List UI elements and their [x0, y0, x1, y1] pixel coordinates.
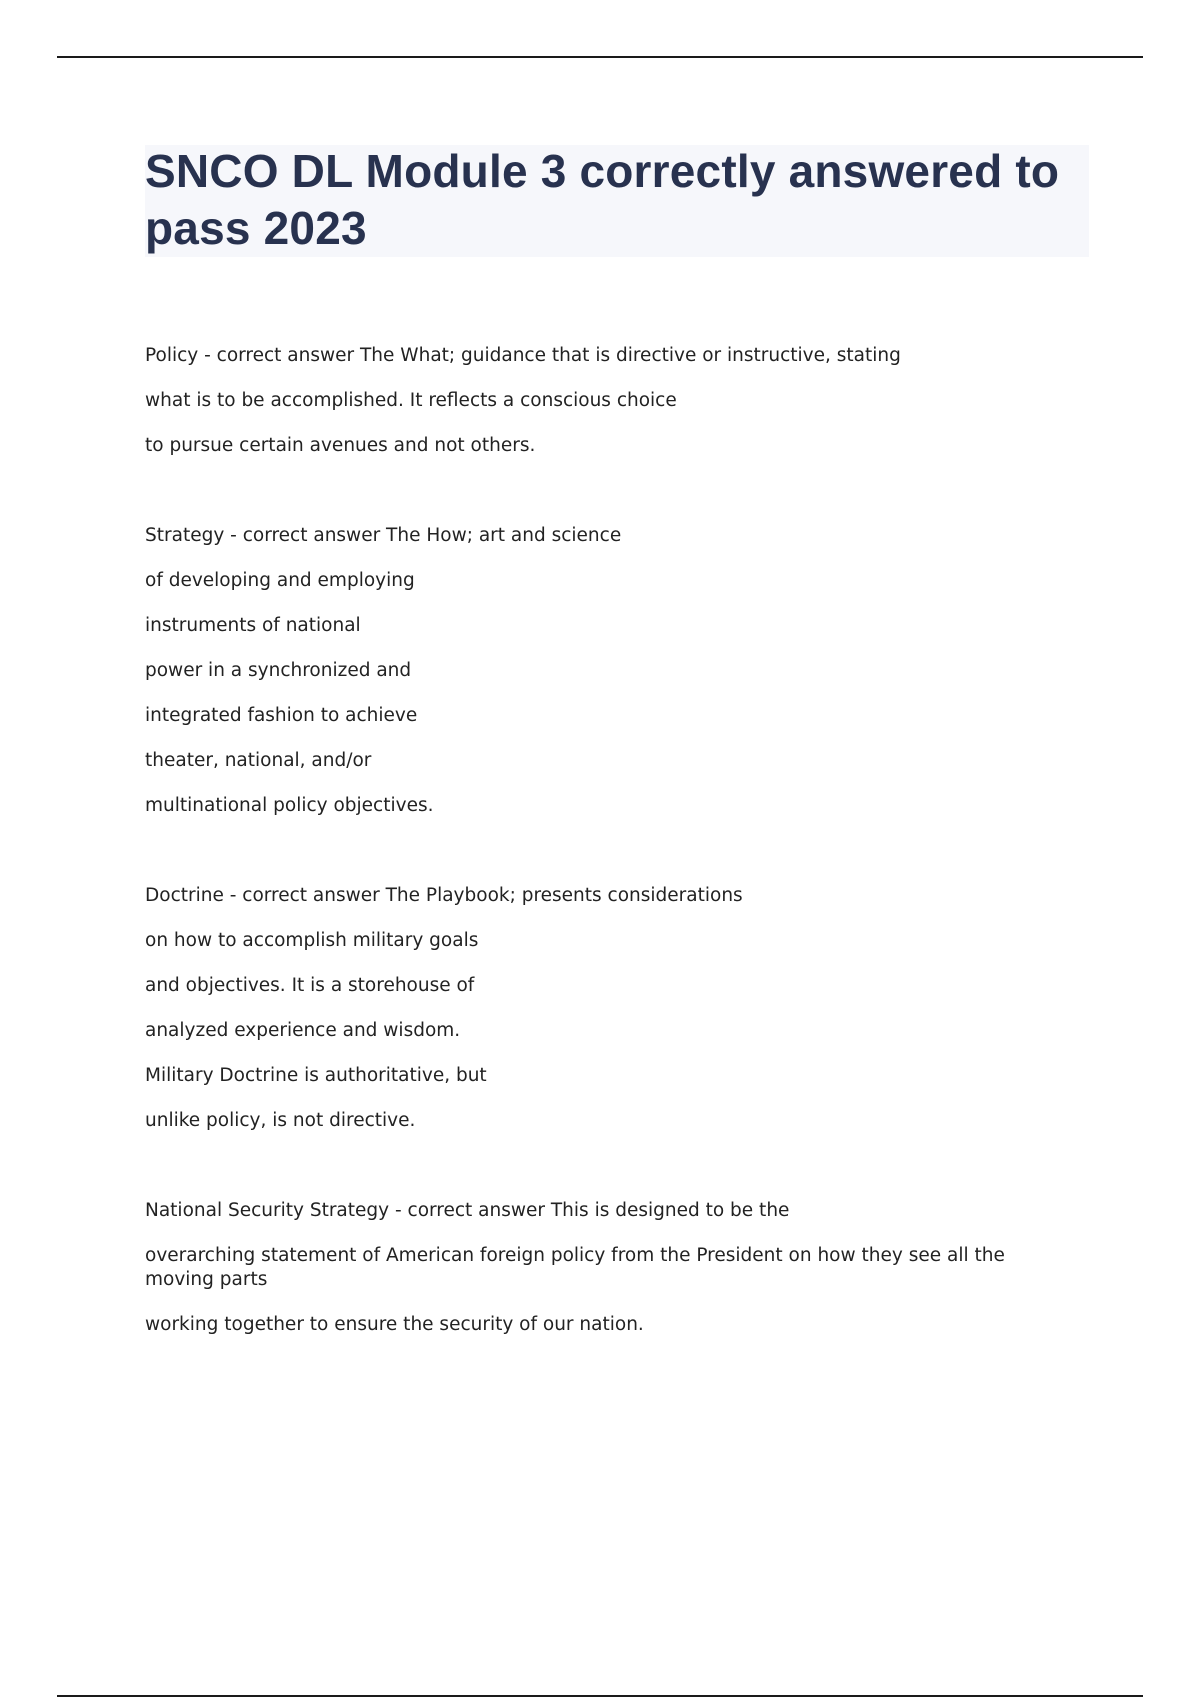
entry-strategy: [145, 524, 1075, 818]
entry-line: integrated fashion to achieve: [145, 705, 418, 726]
top-rule: [57, 56, 1143, 58]
entry-national-security-strategy: [145, 1199, 1075, 1337]
entry-line: Policy - correct answer The What; guidance that is directive or instructive, stating: [145, 345, 901, 366]
entry-policy: [145, 344, 1075, 458]
title-block: [145, 145, 1089, 257]
entry-line: multinational policy objectives.: [145, 795, 434, 816]
entry-line: what is to be accomplished. It reflects a conscious choice: [145, 390, 677, 411]
entry-line: instruments of national: [145, 615, 361, 636]
document-title: SNCO DL Module 3 correctly answered to pass 2023: [145, 145, 1060, 254]
entry-line: Doctrine - correct answer The Playbook; presents considerations: [145, 885, 743, 906]
entry-line: overarching statement of American foreign policy from the President on how they see all the moving parts: [145, 1245, 1005, 1290]
entry-line: and objectives. It is a storehouse of: [145, 975, 475, 996]
entry-doctrine: [145, 884, 1075, 1133]
entry-line: analyzed experience and wisdom.: [145, 1020, 461, 1041]
entry-line: power in a synchronized and: [145, 660, 412, 681]
entry-line: on how to accomplish military goals: [145, 930, 479, 951]
entry-line: Military Doctrine is authoritative, but: [145, 1065, 487, 1086]
entry-line: theater, national, and/or: [145, 750, 372, 771]
entry-line: to pursue certain avenues and not others.: [145, 435, 536, 456]
bottom-rule: [57, 1695, 1143, 1697]
document-body: [145, 344, 1075, 1337]
entry-line: Strategy - correct answer The How; art and science: [145, 525, 622, 546]
entry-line: National Security Strategy - correct answer This is designed to be the: [145, 1200, 790, 1221]
entry-line: of developing and employing: [145, 570, 415, 591]
entry-line: unlike policy, is not directive.: [145, 1110, 416, 1131]
entry-line: working together to ensure the security of our nation.: [145, 1314, 644, 1335]
